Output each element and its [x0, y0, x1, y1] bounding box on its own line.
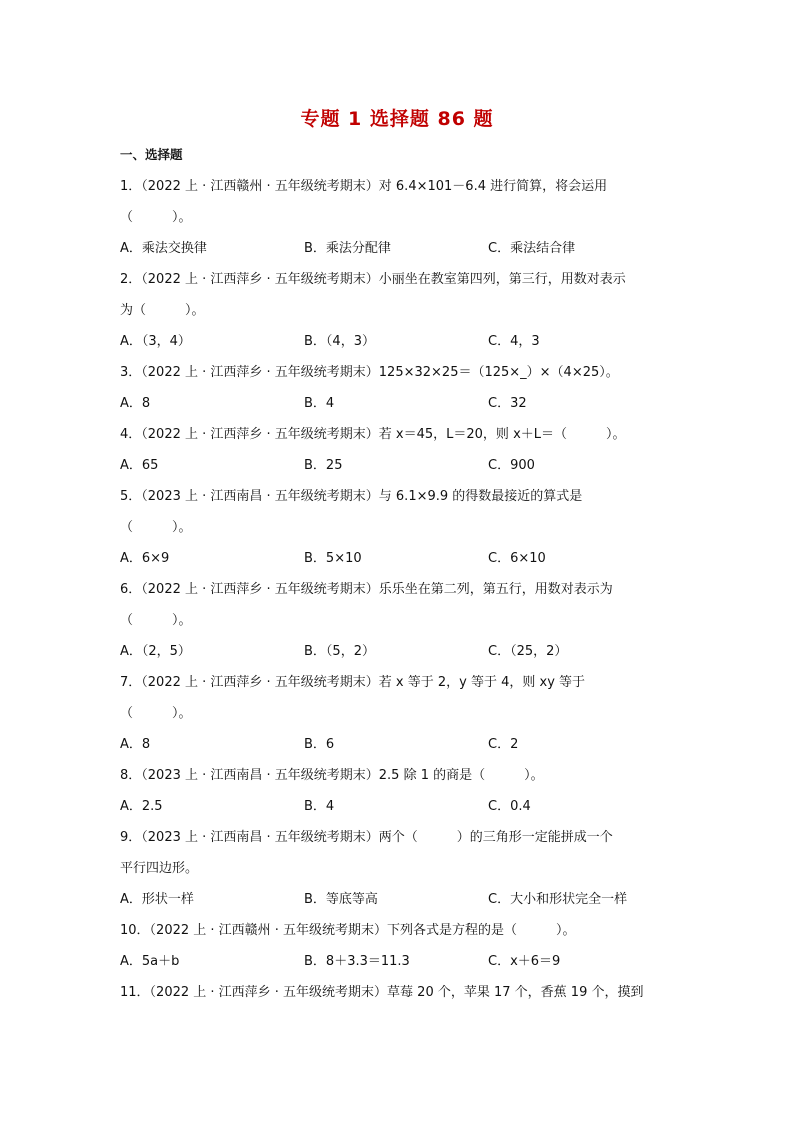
option-c: C．（25，2）	[488, 644, 568, 659]
option-b: B．5×10	[304, 551, 362, 566]
question-stem: 9．（2023 上 · 江西南昌 · 五年级统考期末）两个（ ）的三角形一定能拼成一个	[120, 830, 613, 845]
option-c: C．x＋6＝9	[488, 954, 561, 969]
option-a: A．（3，4）	[120, 334, 191, 349]
option-c: C．900	[488, 458, 535, 473]
option-b: B．4	[304, 396, 335, 411]
question-stem-continued: 为（ ）。	[120, 303, 205, 318]
option-row	[120, 950, 720, 970]
option-a: A．8	[120, 737, 151, 752]
option-row	[120, 237, 720, 257]
option-b: B．（5，2）	[304, 644, 375, 659]
question-stem-continued: （ ）。	[120, 210, 192, 225]
option-a: A．8	[120, 396, 151, 411]
option-b: B．25	[304, 458, 343, 473]
question-stem: 6．（2022 上 · 江西萍乡 · 五年级统考期末）乐乐坐在第二列，第五行，用数对表示为	[120, 582, 613, 597]
option-b: B．8＋3.3＝11.3	[304, 954, 410, 969]
page-title: 专题 1 选择题 86 题	[300, 108, 494, 130]
question-stem: 1．（2022 上 · 江西赣州 · 五年级统考期末）对 6.4×101－6.4 进行简算，将会运用	[120, 179, 608, 194]
option-a: A．乘法交换律	[120, 241, 207, 256]
section-heading: 一、选择题	[120, 147, 183, 162]
option-row	[120, 640, 720, 660]
question-stem: 7．（2022 上 · 江西萍乡 · 五年级统考期末）若 x 等于 2，y 等于 4，则 xy 等于	[120, 675, 586, 690]
option-row	[120, 733, 720, 753]
question-stem: 3．（2022 上 · 江西萍乡 · 五年级统考期末）125×32×25＝（125×_）×（4×25）。	[120, 365, 619, 380]
question-stem: 11．（2022 上 · 江西萍乡 · 五年级统考期末）草莓 20 个，苹果 17 个，香蕉 19 个，摸到	[120, 985, 644, 1000]
option-row	[120, 392, 720, 412]
option-row	[120, 330, 720, 350]
question-stem: 8．（2023 上 · 江西南昌 · 五年级统考期末）2.5 除 1 的商是（ ）。	[120, 768, 544, 783]
option-c: C．4，3	[488, 334, 540, 349]
question-stem: 10．（2022 上 · 江西赣州 · 五年级统考期末）下列各式是方程的是（ ）。	[120, 923, 576, 938]
option-b: B．4	[304, 799, 335, 814]
question-stem-continued: （ ）。	[120, 520, 192, 535]
option-c: C．2	[488, 737, 519, 752]
option-b: B．等底等高	[304, 892, 378, 907]
option-row	[120, 547, 720, 567]
option-c: C．32	[488, 396, 527, 411]
option-a: A．5a＋b	[120, 954, 180, 969]
option-a: A．2.5	[120, 799, 163, 814]
option-a: A．6×9	[120, 551, 170, 566]
option-c: C．0.4	[488, 799, 531, 814]
option-row	[120, 454, 720, 474]
option-b: B．乘法分配律	[304, 241, 391, 256]
option-b: B．6	[304, 737, 335, 752]
question-stem: 4．（2022 上 · 江西萍乡 · 五年级统考期末）若 x＝45，L＝20，则 x＋L＝（ ）。	[120, 427, 626, 442]
question-stem-continued: （ ）。	[120, 706, 192, 721]
option-c: C．大小和形状完全一样	[488, 892, 628, 907]
question-stem: 5．（2023 上 · 江西南昌 · 五年级统考期末）与 6.1×9.9 的得数最接近的算式是	[120, 489, 583, 504]
option-a: A．65	[120, 458, 159, 473]
question-stem-continued: 平行四边形。	[120, 861, 199, 876]
option-row	[120, 795, 720, 815]
option-a: A．（2，5）	[120, 644, 191, 659]
option-row	[120, 888, 720, 908]
option-b: B．（4，3）	[304, 334, 375, 349]
option-c: C．乘法结合律	[488, 241, 576, 256]
option-a: A．形状一样	[120, 892, 194, 907]
option-c: C．6×10	[488, 551, 546, 566]
question-stem: 2．（2022 上 · 江西萍乡 · 五年级统考期末）小丽坐在教室第四列，第三行，用数对表示	[120, 272, 626, 287]
question-stem-continued: （ ）。	[120, 613, 192, 628]
